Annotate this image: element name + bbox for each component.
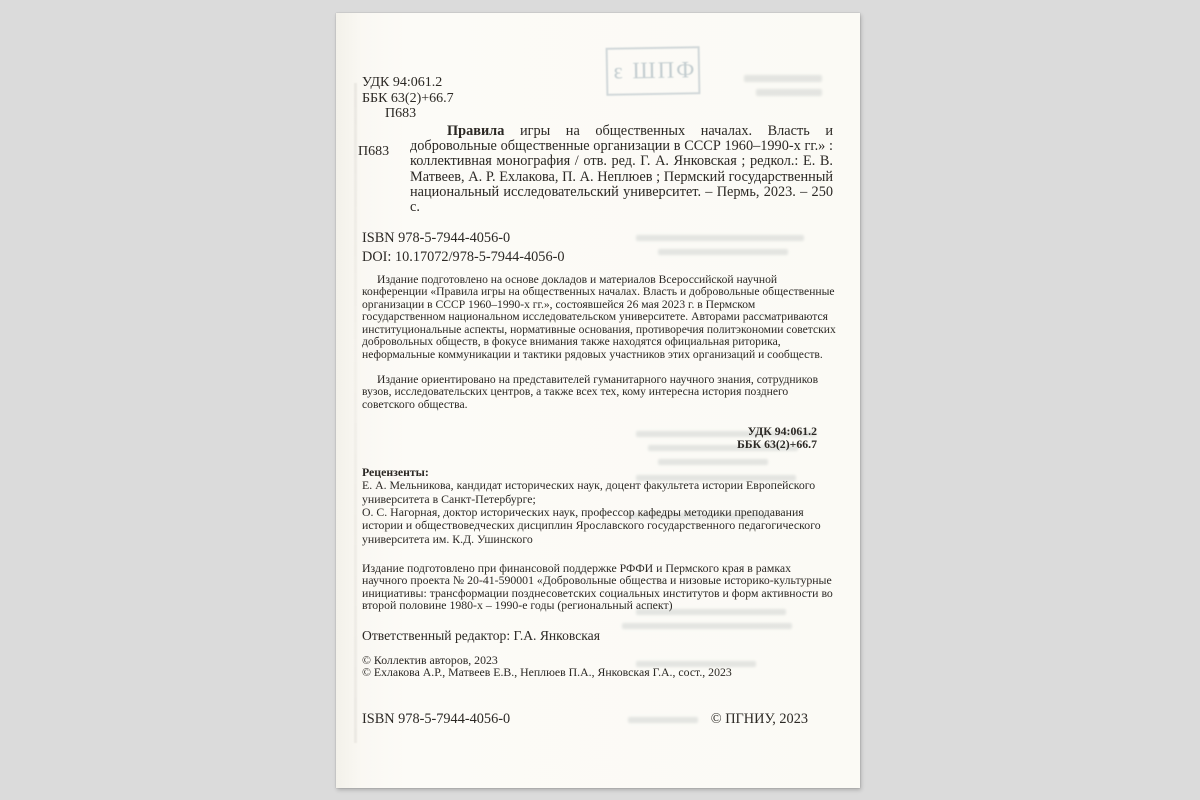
reviewer-entry: Е. А. Мельникова, кандидат исторических наук, доцент факультета истории Европейского университета в Санкт-Петербурге;: [362, 478, 816, 506]
doi-line: DOI: 10.17072/978-5-7944-4056-0: [362, 248, 565, 265]
copyright-authors: © Коллектив авторов, 2023: [362, 653, 498, 667]
bleedthrough-text: [756, 89, 822, 96]
isbn-doi-block: [362, 229, 565, 266]
reviewers-heading: Рецензенты:: [362, 465, 429, 479]
funding-note: Издание подготовлено при финансовой поддержке РФФИ и Пермского края в рамках научного проекта № 20-41-590001 «Добровольные общества и низовые историко-культурные инициативы: трансформации позднесоветских социальных институтов и форм активности во второй половине 1980-х – 1990-е годы (региональный аспект): [362, 561, 833, 613]
responsible-editor-line: Ответственный редактор: Г.А. Янковская: [362, 628, 600, 643]
bleedthrough-text: [658, 249, 788, 255]
bbk-code-right: ББК 63(2)+66.7: [736, 436, 817, 451]
copyright-compilers: © Ехлакова А.Р., Матвеев Е.В., Неплюев П.А., Янковская Г.А., сост., 2023: [362, 665, 732, 680]
isbn-bottom-line: ISBN 978-5-7944-4056-0: [362, 711, 511, 727]
bleedthrough-text: [636, 235, 804, 241]
publisher-copyright: © ПГНИУ, 2023: [710, 711, 808, 727]
author-sign-code: П683: [385, 106, 417, 121]
bleedthrough-stamp: [606, 46, 701, 96]
bbk-code: ББК 63(2)+66.7: [362, 90, 454, 106]
record-margin-label: П683: [358, 144, 390, 159]
record-text: игры на общественных началах. Власть и добровольные общественные организации в СССР 1960–1990-х гг.» : коллективная монография / отв. ред. Г. А. Янковская ; редкол.: Е. В. Матвеев, А. Р. Ехлакова, П. А. Неплюев ; Пермский государственный национальный исследовательский университет. – Пермь, 2023. – 250 с.: [410, 123, 833, 216]
binding-crease: [354, 83, 357, 743]
bleedthrough-text: [744, 75, 822, 82]
bleedthrough-text: [622, 623, 792, 629]
isbn-top-line: ISBN 978-5-7944-4056-0: [362, 230, 511, 246]
annotation-paragraph-1: Издание подготовлено на основе докладов и материалов Всероссийской научной конференции «Правила игры на общественных началах. Власть и добровольные общественные организации в СССР 1960–1990-х гг.», состоявшейся 26 мая 2023 г. в Пермском государственном национальном исследовательском университете. Авторами рассматриваются институциональные аспекты, нормативные основания, противоречия политэкономии советских добровольных обществ, в фокусе внимания также находятся официальная риторика, неформальные коммуникации и тактики рядовых участников этих организаций и сообществ.: [362, 273, 836, 361]
udk-code: УДК 94:061.2: [362, 75, 443, 90]
classification-codes-top: [362, 75, 454, 122]
bottom-imprint-line: [362, 711, 808, 728]
record-title-bold: Правила: [447, 123, 505, 139]
reviewer-entry: О. С. Нагорная, доктор исторических наук, профессор кафедры методики преподавания истории и обществоведческих дисциплин Ярославского государственного педагогического университета им. К.Д. Ушинского: [362, 505, 821, 546]
bleedthrough-stamp-text: ФПШ з: [611, 57, 695, 84]
annotation-paragraph-2: Издание ориентировано на представителей гуманитарного научного знания, сотрудников вузов, исследовательских центров, а также всех тех, кому интересна история позднего советского общества.: [362, 373, 819, 411]
bibliographic-record: [410, 124, 833, 215]
classification-codes-right: [362, 425, 817, 450]
bleedthrough-text: [658, 459, 768, 465]
udk-code-right: УДК 94:061.2: [747, 424, 817, 438]
book-imprint-page: [336, 13, 860, 788]
copyright-block: [362, 654, 732, 679]
reviewers-section: [362, 466, 838, 546]
